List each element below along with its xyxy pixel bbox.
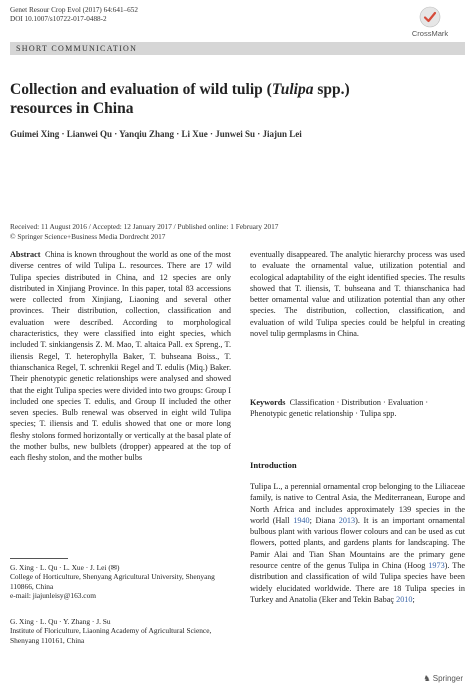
abstract-right-column — [250, 249, 465, 339]
crossmark-badge[interactable] — [401, 6, 459, 40]
intro-text-e: ; — [412, 594, 415, 604]
citation-link-2010[interactable]: 2010 — [396, 594, 413, 604]
crossmark-icon — [419, 6, 441, 28]
history-dates: Received: 11 August 2016 / Accepted: 12 January 2017 / Published online: 1 February 2017 — [10, 222, 279, 231]
article-title — [10, 80, 450, 118]
keywords-label: Keywords — [250, 398, 286, 407]
citation-link-1973[interactable]: 1973 — [428, 561, 445, 571]
aff1-authors: G. Xing · L. Qu · L. Xue · J. Lei (✉) — [10, 563, 120, 572]
publisher-name: Springer — [432, 674, 463, 683]
springer-logo — [423, 674, 463, 683]
title-part2: spp.) — [313, 81, 350, 98]
aff2-authors: G. Xing · L. Qu · Y. Zhang · J. Su — [10, 617, 111, 626]
article-type-banner — [10, 42, 465, 55]
publication-history — [10, 222, 465, 241]
introduction-heading: Introduction — [250, 460, 297, 470]
doi-line: DOI 10.1007/s10722-017-0488-2 — [10, 15, 107, 23]
journal-citation — [10, 6, 138, 24]
aff1-institution: College of Horticulture, Shenyang Agricultural University, Shenyang 110866, China — [10, 572, 215, 591]
copyright-line: © Springer Science+Business Media Dordrecht 2017 — [10, 231, 166, 241]
intro-text-a: Tulipa L., a perennial ornamental crop belonging to the Liliaceae family, is native to Central Asia, the Mediterranean, Europe and North Africa and includes approximately 139 species in the world (Hall — [250, 482, 465, 525]
intro-text-b: ; Diana — [309, 515, 339, 525]
affiliation-1 — [10, 563, 231, 601]
citation-link-1940[interactable]: 1940 — [293, 515, 310, 525]
springer-horse-icon: ♞ — [423, 674, 431, 683]
title-line2: resources in China — [10, 100, 134, 117]
journal-line: Genet Resour Crop Evol (2017) 64:641–652 — [10, 6, 138, 14]
title-part1: Collection and evaluation of wild tulip ( — [10, 81, 272, 98]
abstract-left-column — [10, 249, 231, 464]
crossmark-label: CrossMark — [411, 29, 449, 38]
introduction-text — [250, 481, 465, 605]
author-list: Guimei Xing · Lianwei Qu · Yanqiu Zhang · Li Xue · Junwei Su · Jiajun Lei — [10, 129, 302, 139]
keywords-block — [250, 397, 465, 420]
abstract-text: China is known throughout the world as one of the most diverse centres of wild Tulipa L. resources. There are 17 wild Tulipa species distributed in China, and 12 species are only distributed in Xinjiang Province. In this paper, total 83 accessions were collected from Xinjiang, Liaoning and several other provinces. Their distribution, collection, classification and evaluation were described. According to morphological characteristics, they were classified into eight species, which included T. sinkiangensis Z. M. Mao, T. altaica Pall. ex Spreng., T. iliensis Regel, T. heterophylla Baker, T. buhseana Boiss., T. thianschanica Regel, T. schrenkii Regel and T. edulis (Miq.) Baker. Their phenotypic genetic relationships were analysed and showed that the eight Tulipa species were divided into two groups: Group I included one species T. edulis, and Group II included the other seven species. Bulb renewal was observed in eight wild Tulipa species; T. iliensis and T. edulis showed that one or more long fleshy stolons formed horizontally or vertically at the basal plate of the mother bulbs, new bulblets (dropper) appeared at the top of each fleshy stolon, and the mother bulbs — [10, 250, 231, 463]
keywords-text: Classification · Distribution · Evaluation · Phenotypic genetic relationship · Tulipa spp. — [250, 398, 429, 419]
abstract-label: Abstract — [10, 250, 41, 259]
abstract-continued-text: eventually disappeared. The analytic hierarchy process was used to evaluate the ornamental value, utilization potential and ecological adaptability of the eight identified species. The results showed that T. iliensis, T. buhseana and T. thianschanica had better ornamental value and utilization potential than any other species. The distribution, collection, classification, and evaluation of wild Tulipa species could be helpful in creating novel tulip germplasms in China. — [250, 250, 465, 339]
citation-link-2013[interactable]: 2013 — [338, 515, 356, 525]
article-type-label: SHORT COMMUNICATION — [16, 44, 138, 53]
footnote-divider — [10, 558, 68, 559]
aff2-institution: Institute of Floriculture, Liaoning Academy of Agricultural Science, Shenyang 110161, China — [10, 626, 212, 645]
intro-text-d: ). The distribution and classification of wild Tulipa species have been widely elucidated worldwide. There are 18 Tulipa species in Turkey and Anatolia (Eker and Tekin Babaç — [250, 561, 465, 604]
intro-text-c: ). It is an important ornamental bulbous plant with various flower colours and can be used as cut flowers, potted plants, and gardens plants for landscaping. The Pamir Alai and Tian Shan Mountains are the primary gene resource centre of the genus Tulipa in China (Hoog — [250, 515, 465, 571]
title-italic: Tulipa — [271, 81, 314, 98]
corresponding-email[interactable]: e-mail: jiajunleisy@163.com — [10, 591, 97, 601]
affiliation-2 — [10, 617, 231, 645]
